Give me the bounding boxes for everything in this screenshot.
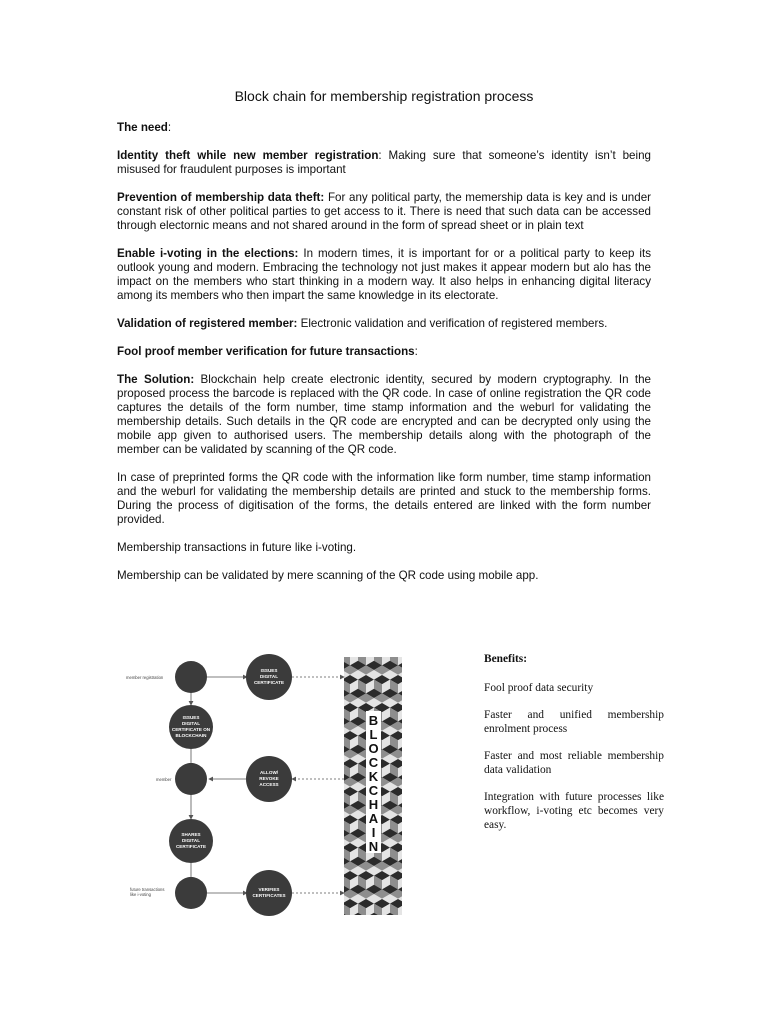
document-body bbox=[117, 121, 651, 597]
benefits-heading: Benefits: bbox=[484, 653, 528, 665]
text-issues-on-blockchain-2: DIGITAL bbox=[181, 721, 201, 726]
benefit-item: Faster and unified membership enrolment process bbox=[484, 709, 664, 735]
need-heading-text: The need bbox=[117, 121, 168, 134]
prevention-heading: Prevention of membership data theft: bbox=[117, 191, 325, 204]
benefit-item: Fool proof data security bbox=[484, 682, 594, 694]
node-member-registration bbox=[175, 661, 207, 693]
benefit-item: Faster and most reliable membership data validation bbox=[484, 750, 664, 776]
blockchain-process-diagram bbox=[118, 647, 418, 917]
ivoting-text: In modern times, it is important for or a political party to keep its outlook young and modern. Embracing the technology not just makes it appear modern but alo has the impact on the members who start thinking in a modern way. It also helps in enhancing digital literacy among its members who then impart the same knowledge in its electorate. bbox=[117, 247, 651, 302]
foolproof-heading: Fool proof member verification for future transactions bbox=[117, 345, 415, 358]
label-member: member bbox=[156, 777, 172, 782]
text-allow-revoke-3: ACCESS bbox=[259, 782, 279, 787]
text-allow-revoke-2: REVOKE bbox=[259, 776, 279, 781]
text-issues-digital-certificate-2: DIGITAL bbox=[259, 674, 279, 679]
label-like-ivoting: like i-voting bbox=[130, 892, 151, 897]
blockchain-letter-c1: C bbox=[368, 755, 379, 770]
scanning-paragraph: Membership can be validated by mere scanning of the QR code using mobile app. bbox=[117, 569, 539, 582]
text-issues-digital-certificate-1: ISSUES bbox=[260, 668, 278, 673]
validation-heading: Validation of registered member: bbox=[117, 317, 298, 330]
blockchain-letter-i: I bbox=[371, 825, 376, 840]
blockchain-letter-o: O bbox=[368, 741, 379, 756]
text-verifies-2: CERTIFICATES bbox=[252, 893, 286, 898]
node-member bbox=[175, 763, 207, 795]
foolproof-paragraph bbox=[117, 345, 651, 359]
text-issues-on-blockchain-3: CERTIFICATE ON bbox=[171, 727, 211, 732]
need-heading bbox=[117, 121, 651, 135]
validation-text: Electronic validation and verification of registered members. bbox=[297, 317, 608, 330]
blockchain-letter-h: H bbox=[368, 797, 379, 812]
blockchain-letter-a: A bbox=[368, 811, 379, 826]
text-issues-digital-certificate-3: CERTIFICATE bbox=[253, 680, 285, 685]
transactions-paragraph: Membership transactions in future like i-voting. bbox=[117, 541, 357, 554]
prevention-text: For any political party, the memership data is key and is under constant risk of other political parties to get access to it. There is need that such data can be accessed through electornic means and not shared around in the form of spread sheet or in plain text bbox=[117, 191, 652, 232]
blockchain-letter-l: L bbox=[369, 727, 378, 742]
foolproof-text: : bbox=[414, 345, 418, 358]
ivoting-heading: Enable i-voting in the elections: bbox=[117, 247, 299, 260]
blockchain-letter-k: K bbox=[368, 769, 379, 784]
preprinted-paragraph: In case of preprinted forms the QR code with the information like form number, time stamp information and the weburl for validating the membership details are printed and stuck to the membership forms. During the process of digitisation of the forms, the details entered are linked with the form number provided. bbox=[117, 471, 651, 526]
solution-text: Blockchain help create electronic identity, secured by modern cryptography. In the proposed process the barcode is replaced with the QR code. In case of online registration the QR code captures the details of the form number, time stamp information and the weburl for validating the membership details. Such details in the QR code are encrypted and can be decrypted only using the mobile app given to authorised users. The membership details along with the photograph of the member can be validated by scanning of the QR code. bbox=[117, 373, 652, 456]
text-verifies-1: VERIFIES bbox=[258, 887, 280, 892]
page-title: Block chain for membership registration process bbox=[234, 88, 534, 104]
benefit-item: Integration with future processes like workflow, i-voting etc becomes very easy. bbox=[484, 791, 664, 831]
text-allow-revoke-1: ALLOW/ bbox=[259, 770, 279, 775]
text-issues-on-blockchain-4: BLOCKCHAIN bbox=[175, 733, 207, 738]
blockchain-letter-n: N bbox=[368, 839, 379, 854]
text-shares-certificate-1: SHARES bbox=[181, 832, 201, 837]
label-member-registration: member registration bbox=[126, 675, 164, 680]
identity-heading: Identity theft while new member registration bbox=[117, 149, 379, 162]
prevention-paragraph bbox=[117, 191, 651, 233]
text-shares-certificate-3: CERTIFICATE bbox=[175, 844, 207, 849]
text-shares-certificate-2: DIGITAL bbox=[181, 838, 201, 843]
blockchain-letter-c2: C bbox=[368, 783, 379, 798]
validation-paragraph bbox=[117, 317, 651, 331]
text-issues-on-blockchain-1: ISSUES bbox=[182, 715, 200, 720]
solution-heading: The Solution: bbox=[117, 373, 195, 386]
identity-paragraph bbox=[117, 149, 651, 177]
node-future-transactions bbox=[175, 877, 207, 909]
ivoting-paragraph bbox=[117, 247, 651, 303]
blockchain-letter-b: B bbox=[368, 713, 379, 728]
benefits-panel bbox=[484, 652, 664, 845]
need-heading-colon: : bbox=[167, 121, 172, 134]
label-future-transactions: future transactions bbox=[130, 887, 165, 892]
solution-paragraph bbox=[117, 373, 651, 457]
identity-text: : Making sure that someone’s identity isn’t being misused for fraudulent purposes is important bbox=[117, 149, 651, 176]
